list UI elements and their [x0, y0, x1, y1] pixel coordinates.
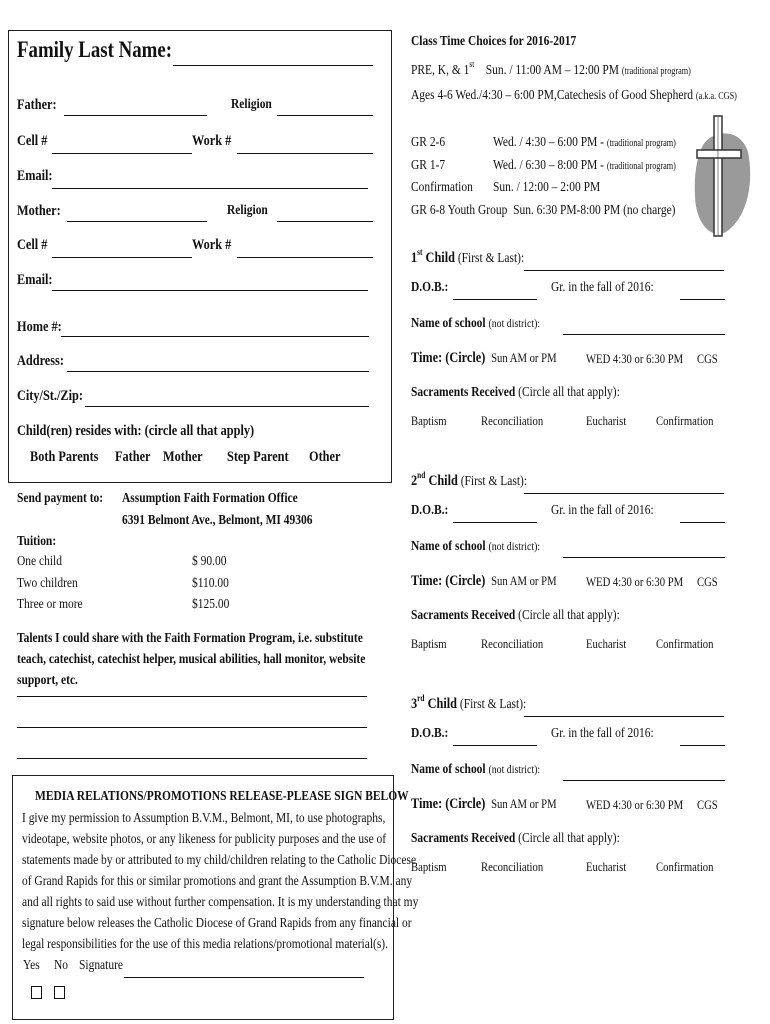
sacrament-baptism: Baptism	[411, 859, 447, 874]
child-number: 1	[411, 250, 418, 266]
dob-label: D.O.B.:	[411, 280, 449, 295]
sacraments-label: Sacraments Received	[411, 385, 516, 400]
time-sun-option: Sun AM or PM	[491, 350, 557, 365]
grade-field[interactable]	[680, 522, 725, 523]
child-label: Child	[427, 696, 458, 712]
family-last-name-field[interactable]	[173, 65, 373, 66]
child-name-field[interactable]	[524, 716, 724, 717]
resides-option-father: Father	[115, 449, 151, 465]
time-wed-option: WED 4:30 or 6:30 PM	[586, 574, 684, 589]
time-circle-label: Time: (Circle)	[411, 573, 486, 589]
email-field-2[interactable]	[52, 290, 368, 291]
no-label: No	[54, 958, 69, 973]
dob-label: D.O.B.:	[411, 726, 449, 741]
not-district-label: (not district):	[488, 762, 541, 776]
yes-label: Yes	[23, 958, 40, 973]
media-release-line: videotape, website photos, or any likeness for publicity purposes and the use of	[22, 832, 387, 847]
class-note-gr-1-7: (traditional program)	[606, 161, 676, 172]
circle-all-label: (Circle all that apply):	[518, 385, 620, 400]
class-note-gr-2-6: (traditional program)	[606, 138, 676, 149]
talents-line-2[interactable]	[17, 727, 367, 728]
child-name-field[interactable]	[524, 493, 724, 494]
media-release-box	[12, 775, 419, 1020]
school-label: Name of school	[411, 762, 486, 777]
circle-all-label: (Circle all that apply):	[518, 608, 620, 623]
sacrament-eucharist: Eucharist	[586, 859, 627, 874]
signature-field[interactable]	[124, 977, 364, 978]
resides-option-other: Other	[309, 449, 341, 465]
tuition-three-price: $125.00	[192, 597, 230, 612]
class-grade-gr-1-7: GR 1-7	[411, 158, 446, 173]
time-sun-option: Sun AM or PM	[491, 573, 557, 588]
time-wed-option: WED 4:30 or 6:30 PM	[586, 351, 684, 366]
work-field-2[interactable]	[237, 257, 373, 258]
class-grade-confirmation: Confirmation	[411, 180, 473, 195]
tuition-one-price: $ 90.00	[192, 554, 227, 569]
media-release-line: I give my permission to Assumption B.V.M., Belmont, MI, to use photographs,	[22, 811, 386, 826]
grade-field[interactable]	[680, 745, 725, 746]
religion-label-1: Religion	[231, 97, 272, 112]
media-release-line: statements made by or attributed to my child/children relating to the Catholic Diocese	[22, 853, 417, 868]
resides-option-mother: Mother	[163, 449, 203, 465]
not-district-label: (not district):	[488, 539, 541, 553]
sacraments-label: Sacraments Received	[411, 831, 516, 846]
father-field[interactable]	[64, 115, 207, 116]
class-time-confirmation: Sun. / 12:00 – 2:00 PM	[493, 180, 601, 195]
media-release-title: MEDIA RELATIONS/PROMOTIONS RELEASE-PLEASE SIGN BELOW	[35, 789, 409, 804]
work-label-2: Work #	[192, 237, 232, 253]
home-phone-label: Home #:	[17, 319, 62, 335]
home-phone-field[interactable]	[61, 336, 369, 337]
sacrament-eucharist: Eucharist	[586, 636, 627, 651]
religion-field-2[interactable]	[277, 221, 373, 222]
yes-checkbox[interactable]	[31, 986, 42, 999]
address-label: Address:	[17, 353, 64, 369]
dob-field[interactable]	[453, 522, 537, 523]
email-field-1[interactable]	[52, 188, 368, 189]
mother-label: Mother:	[17, 203, 61, 219]
ages-4-6-note: (a.k.a. CGS)	[695, 91, 737, 102]
resides-option-both-parents: Both Parents	[30, 449, 99, 465]
child-first-last-label: (First & Last):	[460, 474, 528, 489]
resides-with-label: Child(ren) resides with: (circle all that apply)	[17, 423, 255, 439]
pre-note: (traditional program)	[621, 66, 691, 77]
sacraments-label: Sacraments Received	[411, 608, 516, 623]
child-number: 3	[411, 696, 418, 712]
child-number-sup: rd	[417, 693, 425, 703]
cell-field-1[interactable]	[52, 153, 192, 154]
grade-field[interactable]	[680, 299, 725, 300]
school-field[interactable]	[563, 557, 725, 558]
sacrament-confirmation: Confirmation	[656, 413, 714, 428]
send-payment-label: Send payment to:	[17, 491, 104, 506]
child-number: 2	[411, 473, 418, 489]
cell-field-2[interactable]	[52, 257, 192, 258]
work-field-1[interactable]	[237, 153, 373, 154]
dob-field[interactable]	[453, 299, 537, 300]
talents-line-1[interactable]	[17, 696, 367, 697]
grade-label: Gr. in the fall of 2016:	[551, 726, 654, 741]
dob-field[interactable]	[453, 745, 537, 746]
cross-icon	[692, 112, 752, 242]
child-label: Child	[425, 250, 455, 266]
office-name: Assumption Faith Formation Office	[122, 491, 298, 506]
sacrament-confirmation: Confirmation	[656, 859, 714, 874]
tuition-one-label: One child	[17, 554, 62, 569]
time-wed-option: WED 4:30 or 6:30 PM	[586, 797, 684, 812]
child-number-sup: st	[417, 247, 423, 257]
email-label-1: Email:	[17, 168, 53, 184]
class-time-gr-2-6: Wed. / 4:30 – 6:00 PM -	[493, 135, 605, 150]
class-grade-youth-group: GR 6-8 Youth Group	[411, 203, 508, 218]
office-address: 6391 Belmont Ave., Belmont, MI 49306	[122, 513, 313, 528]
school-field[interactable]	[563, 334, 725, 335]
tuition-two-price: $110.00	[192, 576, 229, 591]
class-grade-gr-2-6: GR 2-6	[411, 135, 446, 150]
tuition-two-label: Two children	[17, 576, 78, 591]
work-label-1: Work #	[192, 133, 232, 149]
father-label: Father:	[17, 97, 57, 113]
school-label: Name of school	[411, 539, 486, 554]
media-release-line: of Grand Rapids for this or similar promotions and grant the Assumption B.V.M. any	[22, 874, 413, 889]
media-release-line: and all rights to said use without further compensation. It is my understanding that my	[22, 895, 419, 910]
talents-line-3[interactable]	[17, 758, 367, 759]
email-label-2: Email:	[17, 272, 53, 288]
religion-field-1[interactable]	[277, 115, 373, 116]
city-state-zip-label: City/St./Zip:	[17, 388, 83, 404]
family-info-box	[8, 30, 392, 483]
sacrament-reconciliation: Reconciliation	[481, 636, 544, 651]
child-number-sup: nd	[417, 470, 426, 480]
resides-option-step-parent: Step Parent	[227, 449, 289, 465]
pre-time: Sun. / 11:00 AM – 12:00 PM	[485, 63, 620, 78]
religion-label-2: Religion	[227, 203, 268, 218]
sacrament-reconciliation: Reconciliation	[481, 413, 544, 428]
grade-label: Gr. in the fall of 2016:	[551, 280, 654, 295]
school-label: Name of school	[411, 316, 486, 331]
tuition-three-label: Three or more	[17, 597, 83, 612]
time-cgs-option: CGS	[697, 574, 718, 589]
media-release-line: legal responsibilities for the use of this media relations/promotional material(s).	[22, 937, 389, 952]
no-checkbox[interactable]	[54, 986, 65, 999]
talents-text: Talents I could share with the Faith Formation Program, i.e. substitute teach, catechist, catechist helper, musical abilities, hall monitor, website support, etc.	[17, 631, 366, 688]
pre-grade-sup: st	[469, 59, 475, 70]
cell-label-1: Cell #	[17, 133, 48, 149]
sacrament-confirmation: Confirmation	[656, 636, 714, 651]
sacrament-baptism: Baptism	[411, 636, 447, 651]
child-first-last-label: (First & Last):	[457, 251, 525, 266]
class-time-gr-1-7: Wed. / 6:30 – 8:00 PM -	[493, 158, 605, 173]
child-first-last-label: (First & Last):	[459, 697, 527, 712]
school-field[interactable]	[563, 780, 725, 781]
class-time-youth-group: Sun. 6:30 PM-8:00 PM (no charge)	[513, 203, 676, 218]
not-district-label: (not district):	[488, 316, 541, 330]
time-sun-option: Sun AM or PM	[491, 796, 557, 811]
sacrament-baptism: Baptism	[411, 413, 447, 428]
signature-label: Signature	[79, 958, 123, 973]
tuition-label: Tuition:	[17, 534, 57, 549]
circle-all-label: (Circle all that apply):	[518, 831, 620, 846]
child-label: Child	[428, 473, 458, 489]
class-times-title: Class Time Choices for 2016-2017	[411, 34, 577, 49]
sacrament-reconciliation: Reconciliation	[481, 859, 544, 874]
time-cgs-option: CGS	[697, 797, 718, 812]
time-cgs-option: CGS	[697, 351, 718, 366]
address-field[interactable]	[67, 371, 369, 372]
grade-label: Gr. in the fall of 2016:	[551, 503, 654, 518]
time-circle-label: Time: (Circle)	[411, 796, 486, 812]
dob-label: D.O.B.:	[411, 503, 449, 518]
ages-4-6-text: Ages 4-6 Wed./4:30 – 6:00 PM,Catechesis of Good Shepherd	[411, 88, 694, 103]
pre-grade: PRE, K, & 1	[411, 63, 470, 78]
family-last-name-label: Family Last Name:	[17, 37, 173, 62]
time-circle-label: Time: (Circle)	[411, 350, 486, 366]
child-name-field[interactable]	[524, 270, 724, 271]
sacrament-eucharist: Eucharist	[586, 413, 627, 428]
city-state-zip-field[interactable]	[85, 406, 369, 407]
media-release-line: signature below releases the Catholic Diocese of Grand Rapids from any financial or	[22, 916, 412, 931]
mother-field[interactable]	[67, 221, 207, 222]
cell-label-2: Cell #	[17, 237, 48, 253]
